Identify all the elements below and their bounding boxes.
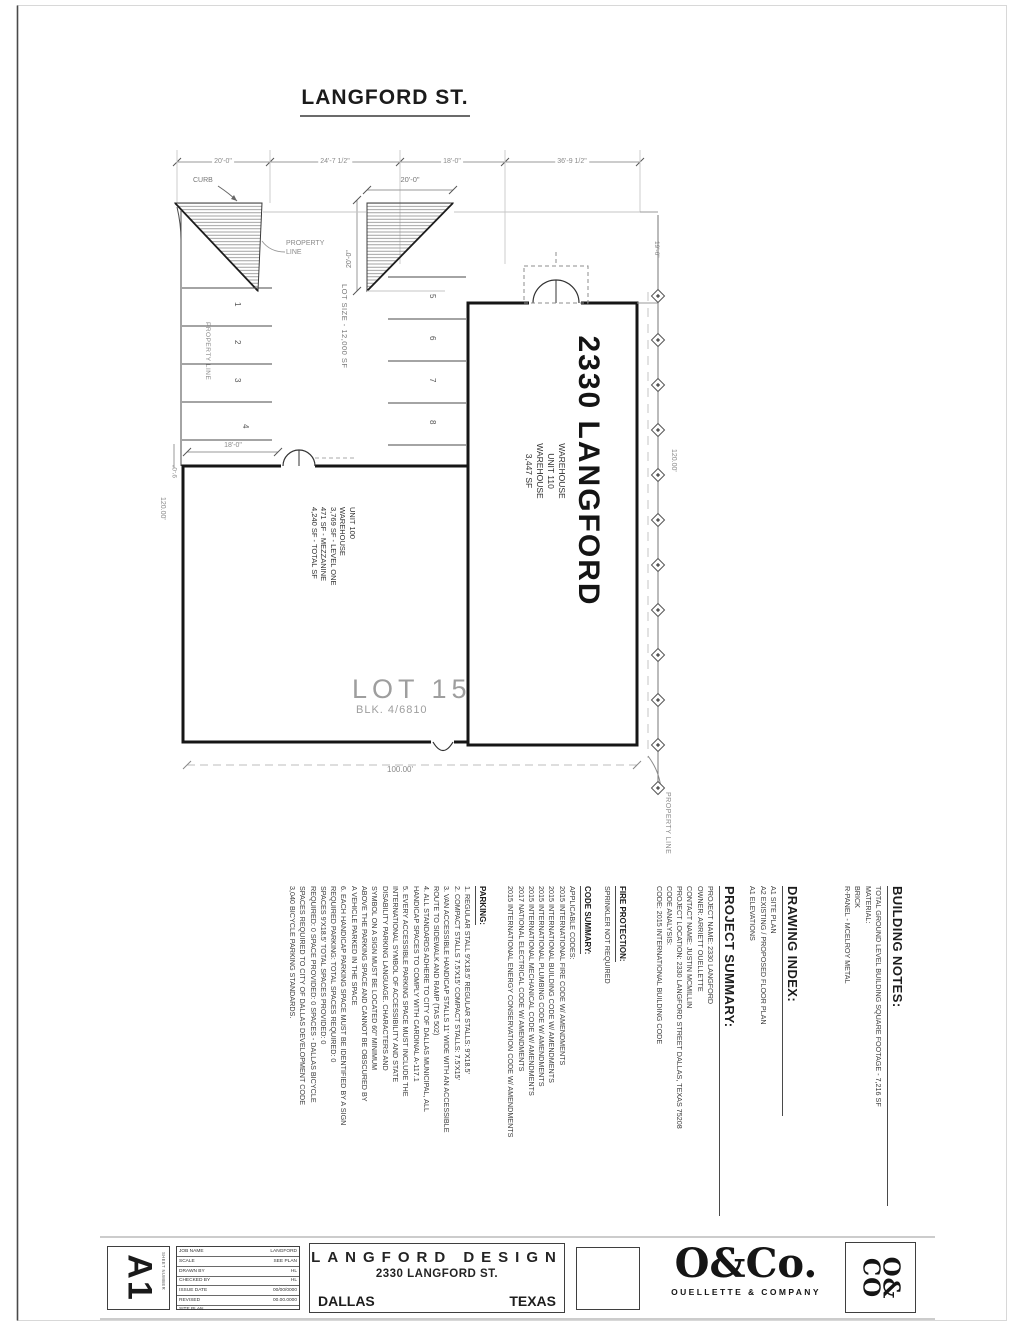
info-label: SITE PLAN xyxy=(179,1307,204,1313)
property-line-right-label: PROPERTY LINE xyxy=(664,792,671,855)
building-main-detail-line: WAREHOUSE xyxy=(535,443,545,499)
parking-line: REQUIRED: 0 SPACE PROVIDED: 0 SPACES - DALLAS BICYCLE xyxy=(308,886,318,1103)
parking-line: ROUTE TO SIDEWALK AND RAMP (TAS 502) xyxy=(432,886,442,1036)
unit100-entrance-doors xyxy=(281,450,315,470)
street-title: LANGFORD ST. xyxy=(301,86,469,109)
building-main-name: 2330 LANGFORD xyxy=(572,335,605,607)
info-row-job-name xyxy=(177,1248,299,1258)
building-unit100-details xyxy=(310,507,358,642)
unit100-detail-line: 4,240 SF - TOTAL SF xyxy=(310,507,319,579)
sight-triangle-left xyxy=(175,203,262,291)
property-line-upper-label: PROPERTY LINE xyxy=(286,240,325,256)
parking-line: 6. EACH HANDICAP PARKING SPACE MUST BE IDENTIFIED BY A SIGN xyxy=(339,886,349,1126)
drawing-index-line: A1 SITE PLAN xyxy=(769,886,778,934)
building-note-line: BRICK xyxy=(853,886,863,908)
info-label: SCALE xyxy=(179,1259,195,1265)
parking-line: 3,040 BICYCLE PARKING STANDARDS. xyxy=(287,886,297,1019)
parking-line: HANDICAP SPACES TO COMPLY WITH CARDINAL A-117.1 xyxy=(411,886,421,1082)
parking-line: REQUIRED PARKING: TOTAL SPACES REQUIRED: 0 xyxy=(329,886,339,1063)
parking-title: PARKING: xyxy=(475,886,487,925)
fire-protection-section xyxy=(602,886,627,1056)
logo-company-name: OUELLETTE & COMPANY xyxy=(671,1287,821,1297)
bottom-door-swing xyxy=(431,739,454,751)
stall-number-7: 7 xyxy=(428,378,437,383)
stall-number-3: 3 xyxy=(233,378,242,383)
job-info-table xyxy=(176,1246,300,1313)
stall-number-8: 8 xyxy=(428,420,437,425)
info-row-checked-by xyxy=(177,1277,299,1287)
fire-protection-title: FIRE PROTECTION: xyxy=(615,886,627,962)
stall-number-4: 4 xyxy=(241,424,250,429)
lot-size-label: LOT SIZE - 12,000 SF xyxy=(340,284,349,369)
project-summary-line: PROJECT NAME: 2330 LANGFORD xyxy=(706,886,715,1005)
revision-stamp-box xyxy=(576,1247,640,1310)
project-title-box xyxy=(309,1243,565,1313)
code-summary-section xyxy=(505,886,592,1186)
logo-wordmark: O&Co. xyxy=(674,1240,818,1287)
fire-protection-line: SPRINKLER NOT REQUIRED xyxy=(603,886,612,984)
parking-line: INTERNATIONAL SYMBOL OF ACCESSIBILITY AND STATE xyxy=(390,886,400,1083)
project-summary-line: CONTACT NAME: JUSTIN MCMILLIN xyxy=(685,886,695,1009)
building-note-line: MATERIAL: xyxy=(863,886,873,924)
unit100-detail-line: 471 SF - MEZZANINE xyxy=(319,507,329,582)
unit100-detail-line: WAREHOUSE xyxy=(338,507,348,556)
parking-line: 4. ALL STANDARDS ADHERE TO CITY OF DALLAS MUNICIPAL, ALL xyxy=(421,886,431,1112)
building-main-text xyxy=(523,316,604,626)
parking-line: SPACES 9'X18.5' TOTAL SPACES PROVIDED: 0 xyxy=(318,886,328,1045)
dim-120-right: 120.00' xyxy=(670,449,677,472)
code-summary-line: 2015 INTERNATIONAL ENERGY CONSERVATION CODE W/ AMENDMENTS xyxy=(506,886,516,1138)
stall-number-5: 5 xyxy=(428,294,437,299)
stall-number-2: 2 xyxy=(233,340,242,345)
parking-lines xyxy=(287,886,472,1216)
project-summary-line: CODE ANALYSIS: xyxy=(664,886,674,945)
info-label: JOB NAME xyxy=(179,1249,204,1255)
info-label: CHECKED BY xyxy=(179,1278,211,1284)
parking-line: 3. VAN ACCESSIBLE HANDICAP STALLS 11' WIDE WITH AN ACCESSIBLE xyxy=(442,886,452,1133)
info-row-scale xyxy=(177,1257,299,1267)
dim-18: 18'-0" xyxy=(224,442,242,449)
sight-triangle-right xyxy=(353,186,457,295)
parking-line: 2. COMPACT STALLS 7.5'X15' COMPACT STALLS: 7.5'X15' xyxy=(452,886,462,1081)
unit100-detail-line: UNIT 100 xyxy=(348,507,357,539)
block-number-label: BLK. 4/6810 xyxy=(356,704,428,716)
logo-stamp-monogram xyxy=(857,1256,905,1299)
firm-title: LANGFORD DESIGN xyxy=(311,1249,563,1266)
building-main-details xyxy=(523,316,567,626)
city-label: DALLAS xyxy=(318,1293,375,1309)
logo-stamp-box xyxy=(845,1242,916,1313)
building-note-line: TOTAL GROUND LEVEL BUILDING SQUARE FOOTAGE - 7,216 SF xyxy=(874,886,883,1107)
code-summary-line: 2015 INTERNATIONAL FIRE CODE W/ AMENDMENTS xyxy=(557,886,567,1066)
project-address: 2330 LANGFORD ST. xyxy=(375,1268,499,1280)
sheet-number: A1 xyxy=(120,1254,158,1302)
parking-line: A VEHICLE PARKED IN THE SPACE xyxy=(349,886,359,1006)
parking-line: SYMBOL ON A SIGN MUST BE LOCATED 60" MINIMUM xyxy=(370,886,380,1071)
info-row-issue-date xyxy=(177,1286,299,1296)
parking-line: DISABILITY PARKING LANGUAGE. CHARACTERS AND xyxy=(380,886,390,1071)
project-summary-line: OWNER: ARRIETT OUELLETTE xyxy=(695,886,705,992)
state-label: TEXAS xyxy=(509,1293,556,1309)
dim-chain-4: 36'-9 1/2" xyxy=(557,158,587,165)
info-value: LANGFORD xyxy=(270,1249,297,1255)
project-summary-title: PROJECT SUMMARY: xyxy=(719,886,737,1216)
info-label: ISSUE DATE xyxy=(179,1288,208,1294)
dim-19-6: 19'-6" xyxy=(653,241,660,258)
sheet-number-caption: SHEET NUMBER xyxy=(161,1252,166,1290)
parking-line: 5. EVERY ACCESSIBLE PARKING SPACE MUST INCLUDE THE xyxy=(401,886,411,1097)
info-value: HL xyxy=(290,1278,297,1284)
project-summary-line: CODE: 2015 INTERNATIONAL BUILDING CODE xyxy=(654,886,664,1045)
dim-chain-1: 20'-0" xyxy=(214,158,232,165)
property-line-left-label: PROPERTY LINE xyxy=(204,322,211,381)
info-label: REVISED xyxy=(179,1297,201,1303)
code-summary-lines xyxy=(505,886,577,1186)
info-row-revised xyxy=(177,1296,299,1306)
parking-line: SPACES REQUIRED TO CITY OF DALLAS DEVELOPMENT CODE xyxy=(298,886,308,1106)
project-summary-section xyxy=(653,886,737,1216)
building-main-detail-line: UNIT 110 xyxy=(546,453,556,489)
drawing-index-section xyxy=(747,886,800,1116)
building-main-detail-line: 3,447 SF xyxy=(524,453,534,489)
stall-number-6: 6 xyxy=(428,336,437,341)
unit100-detail-line: 3,769 SF - LEVEL ONE xyxy=(329,507,338,586)
drawing-index-line: A1 ELEVATIONS xyxy=(748,886,758,941)
info-value: HL xyxy=(290,1268,297,1274)
code-summary-line: 2015 INTERNATIONAL MECHANICAL CODE W/ AMENDMENTS xyxy=(526,886,536,1096)
code-summary-line: 2017 NATIONAL ELECTRICAL CODE W/ AMENDMENTS xyxy=(516,886,526,1072)
building-unit100-text xyxy=(310,507,358,642)
main-entrance-doors xyxy=(524,252,588,307)
stall-number-1: 1 xyxy=(233,302,242,307)
code-summary-title: CODE SUMMARY: xyxy=(580,886,592,954)
stall4-dimension xyxy=(174,444,355,468)
east-property-line xyxy=(637,212,665,795)
info-value: 00.00.0000 xyxy=(272,1297,297,1303)
info-value: 00/00/0000 xyxy=(272,1288,297,1294)
dim-9: 9'-0" xyxy=(172,465,179,478)
logo-stamp-line1: O& xyxy=(877,1256,905,1299)
info-row-site-plan xyxy=(177,1306,299,1315)
building-notes-section xyxy=(842,886,905,1206)
dim-20-vertical: 20'-0" xyxy=(346,250,353,268)
parking-section xyxy=(287,886,487,1216)
building-notes-title: BUILDING NOTES: xyxy=(887,886,905,1206)
logo-stamp-line2: CO xyxy=(857,1257,885,1298)
parking-stalls-right xyxy=(388,277,466,445)
lot-number-label: LOT 15 xyxy=(352,674,472,704)
info-label: DRAWN BY xyxy=(179,1268,205,1274)
dim-100: 100.00' xyxy=(387,765,413,774)
dim-chain-2: 24'-7 1/2" xyxy=(320,158,350,165)
dim-120-left: 120.00' xyxy=(159,497,166,520)
project-summary-lines xyxy=(653,886,715,1216)
parking-line: ABOVE THE PARKING SPACE AND CANNOT BE OBSCURED BY xyxy=(360,886,370,1102)
fire-protection-lines xyxy=(602,886,612,1056)
curb-label: CURB xyxy=(193,177,213,184)
drawing-index-title: DRAWING INDEX: xyxy=(782,886,800,1116)
parking-line: 1. REGULAR STALL 9'X18.5' REGULAR STALLS: 9'X18.5' xyxy=(463,886,472,1074)
code-summary-line: 2015 INTERNATIONAL BUILDING CODE W/ AMENDMENTS xyxy=(547,886,557,1083)
drawing-index-lines xyxy=(747,886,778,1116)
dim-chain-3: 18'-0" xyxy=(443,158,461,165)
building-main-detail-line: WAREHOUSE xyxy=(557,443,567,499)
code-summary-line: APPLICABLE CODES: xyxy=(568,886,577,960)
info-row-drawn-by xyxy=(177,1267,299,1277)
building-notes-lines xyxy=(842,886,883,1206)
building-note-line: R-PANEL - MCELROY METAL xyxy=(843,886,853,984)
dim-20-horizontal: 20'-0" xyxy=(400,175,420,184)
info-value: SEE PLAN xyxy=(273,1259,297,1265)
drawing-index-line: A2 EXISTING / PROPOSED FLOOR PLAN xyxy=(758,886,768,1025)
project-summary-line: PROJECT LOCATION: 2330 LANGFORD STREET DALLAS, TEXAS 75208 xyxy=(675,886,685,1129)
code-summary-line: 2015 INTERNATIONAL PLUMBING CODE W/ AMENDMENTS xyxy=(537,886,547,1087)
company-logo xyxy=(648,1240,844,1297)
